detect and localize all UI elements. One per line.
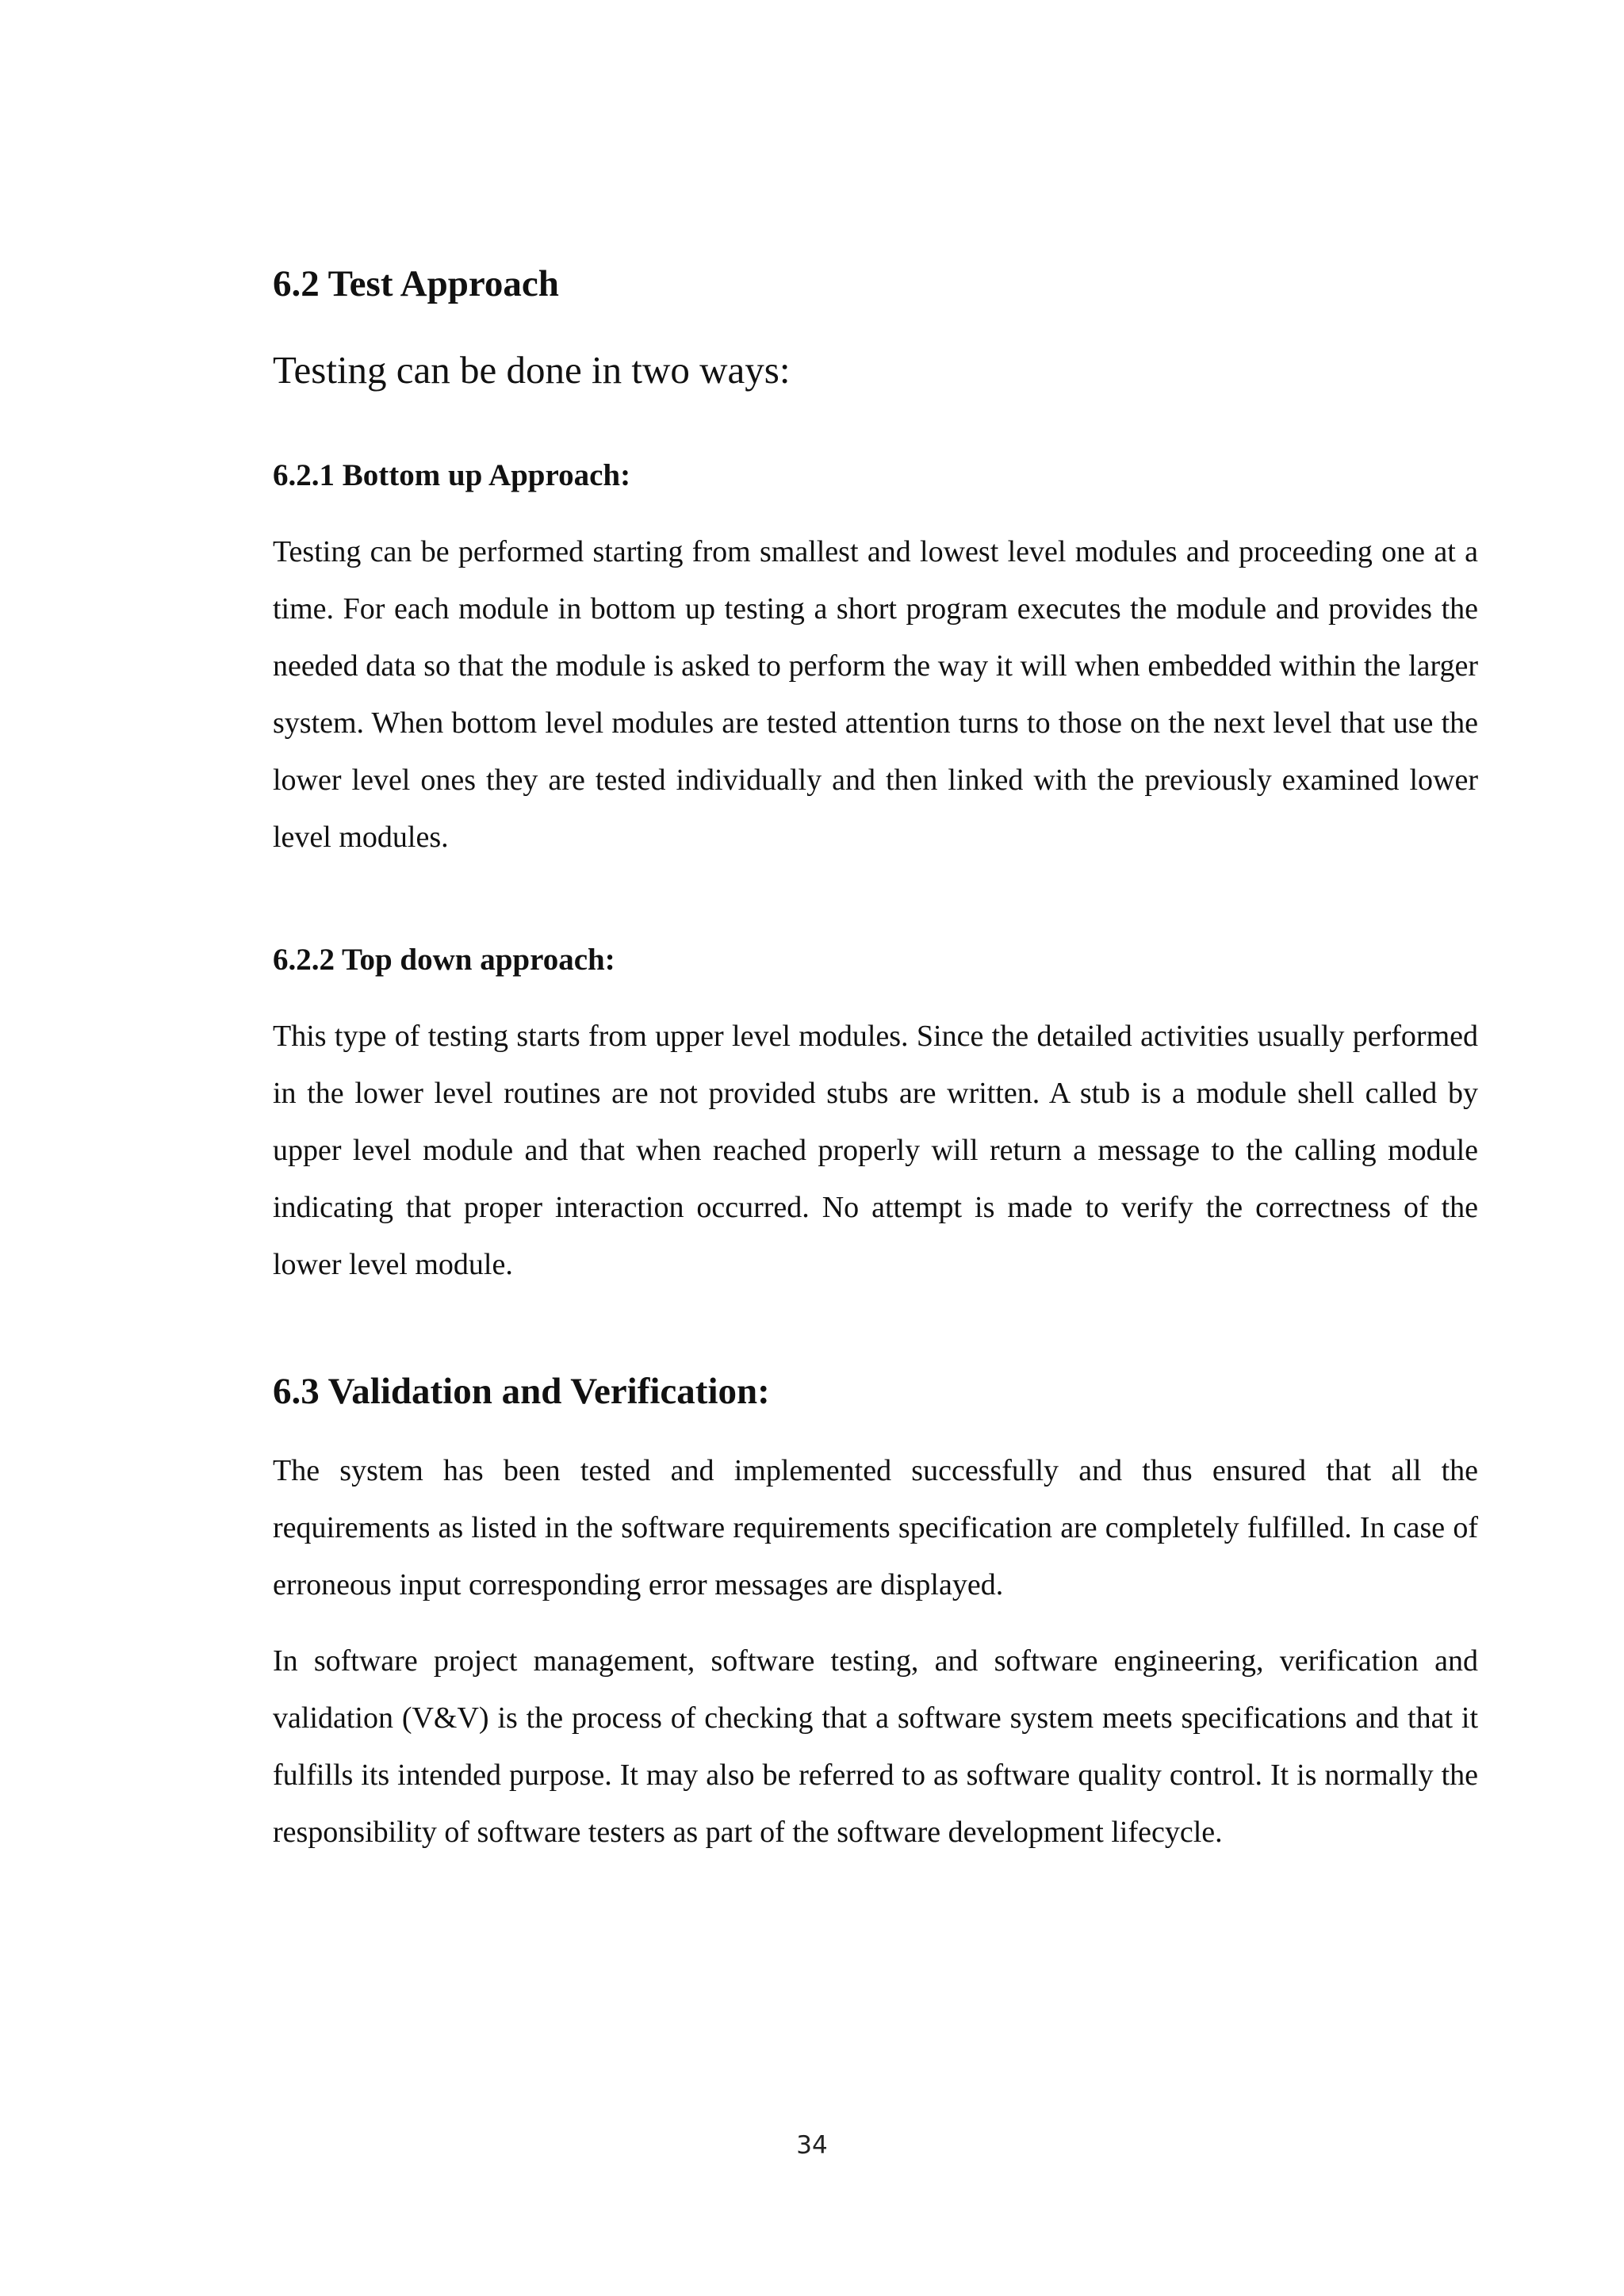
paragraph-bottom-up: Testing can be performed starting from smallest and lowest level modules and proceeding one at a time. For each module in bottom up testing a short program executes the module and provides the needed data so that the module is asked to perform the way it will when embedded within the larger system. When bottom level modules are tested attention turns to those on the next level that use the lower level ones they are tested individually and then linked with the previously examined lower level modules. xyxy=(273,534,1478,854)
page-number: 34 xyxy=(796,2131,828,2160)
section-intro: Testing can be done in two ways: xyxy=(273,348,791,392)
subsection-heading-bottom-up: 6.2.1 Bottom up Approach: xyxy=(273,458,631,493)
section-heading-test-approach: 6.2 Test Approach xyxy=(273,263,559,304)
paragraph-validation-1: The system has been tested and implemented successfully and thus ensured that all the requirements as listed in the software requirements specification are completely fulfilled. In case of erroneous input corresponding error messages are displayed. xyxy=(273,1454,1478,1602)
paragraph-top-down: This type of testing starts from upper level modules. Since the detailed activities usually performed in the lower level routines are not provided stubs are written. A stub is a module shell called by upper level module and that when reached properly will return a message to the calling module indicating that proper interaction occurred. No attempt is made to verify the correctness of the lower level module. xyxy=(273,1019,1478,1281)
subsection-heading-top-down: 6.2.2 Top down approach: xyxy=(273,942,615,977)
page-content xyxy=(273,262,1478,1861)
paragraph-validation-2: In software project management, software testing, and software engineering, verification and validation (V&V) is the process of checking that a software system meets specifications and that it fulfills its intended purpose. It may also be referred to as software quality control. It is normally the responsibility of software testers as part of the software development lifecycle. xyxy=(273,1644,1478,1850)
section-heading-validation-verification: 6.3 Validation and Verification: xyxy=(273,1370,770,1412)
